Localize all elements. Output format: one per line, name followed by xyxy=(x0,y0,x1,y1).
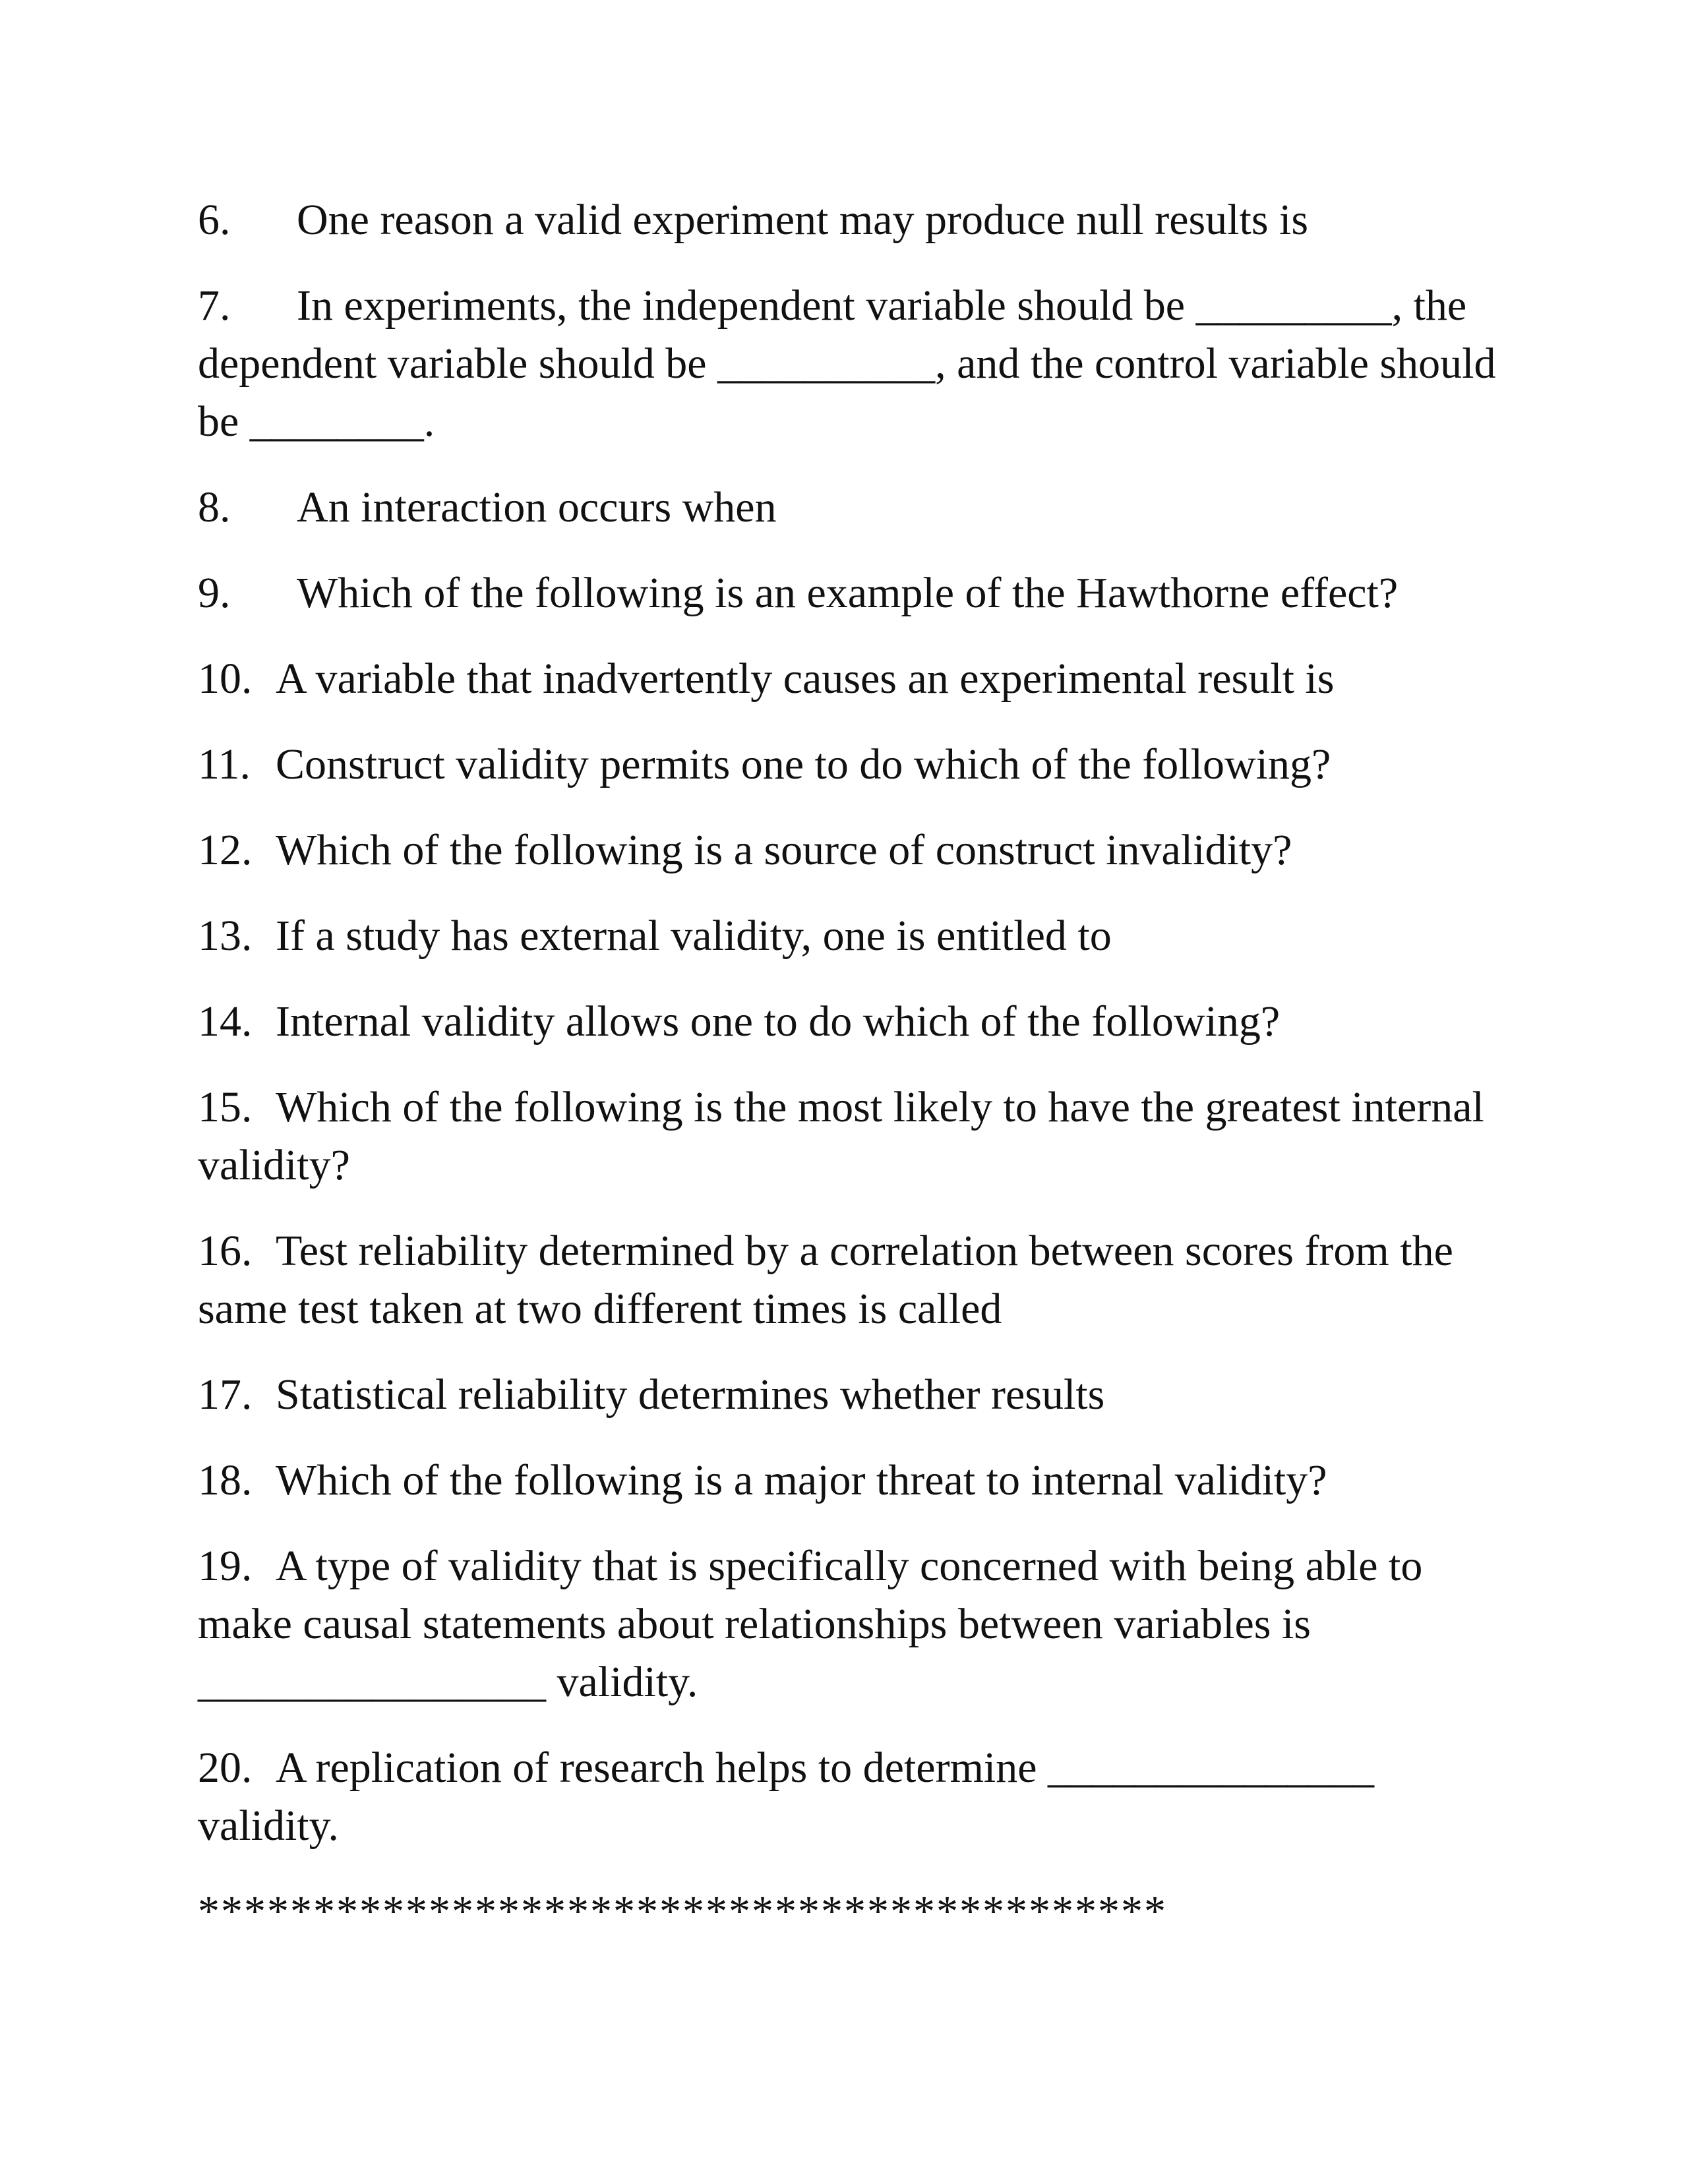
question-14 xyxy=(198,993,1517,1051)
question-text: A replication of research helps to determine _______________ validity. xyxy=(198,1744,1375,1850)
question-text: An interaction occurs when xyxy=(297,483,777,531)
question-number: 20. xyxy=(198,1744,253,1792)
question-text: A type of validity that is specifically concerned with being able to make causal statements about relationships between variables is ________________ validity. xyxy=(198,1542,1423,1706)
question-text: Which of the following is a source of construct invalidity? xyxy=(276,826,1292,874)
question-number: 13. xyxy=(198,912,253,960)
question-15 xyxy=(198,1078,1517,1195)
question-text: Which of the following is a major threat to internal validity? xyxy=(276,1456,1327,1504)
question-number: 9. xyxy=(198,569,231,617)
question-8 xyxy=(198,479,1517,537)
question-number: 7. xyxy=(198,281,231,330)
question-text: Internal validity allows one to do which of the following? xyxy=(276,997,1281,1046)
question-number: 15. xyxy=(198,1083,253,1131)
question-text: One reason a valid experiment may produce null results is xyxy=(297,196,1309,244)
question-number: 17. xyxy=(198,1371,253,1419)
question-20 xyxy=(198,1739,1517,1855)
question-text: In experiments, the independent variable should be _________, the dependent variable should be __________, and the control variable should be ________. xyxy=(198,281,1496,446)
question-text: Test reliability determined by a correlation between scores from the same test taken at two different times is called xyxy=(198,1227,1453,1333)
question-12 xyxy=(198,821,1517,879)
question-18 xyxy=(198,1452,1517,1510)
question-number: 18. xyxy=(198,1456,253,1504)
question-11 xyxy=(198,736,1517,794)
question-text: If a study has external validity, one is entitled to xyxy=(276,912,1112,960)
separator-line: ****************************************** xyxy=(198,1887,1167,1935)
question-6 xyxy=(198,191,1517,249)
question-19 xyxy=(198,1537,1517,1711)
question-text: Construct validity permits one to do which of the following? xyxy=(276,740,1331,788)
question-10 xyxy=(198,650,1517,708)
document-page xyxy=(198,191,1517,1941)
question-16 xyxy=(198,1222,1517,1338)
question-text: Statistical reliability determines whether results xyxy=(276,1371,1105,1419)
question-number: 10. xyxy=(198,655,253,703)
question-9 xyxy=(198,564,1517,622)
question-number: 8. xyxy=(198,483,231,531)
question-7 xyxy=(198,277,1517,451)
question-number: 16. xyxy=(198,1227,253,1275)
question-13 xyxy=(198,907,1517,965)
question-text: A variable that inadvertently causes an experimental result is xyxy=(276,655,1335,703)
question-17 xyxy=(198,1366,1517,1424)
question-number: 11. xyxy=(198,740,251,788)
question-number: 19. xyxy=(198,1542,253,1590)
question-number: 6. xyxy=(198,196,231,244)
question-text: Which of the following is the most likely to have the greatest internal validity? xyxy=(198,1083,1484,1189)
question-number: 12. xyxy=(198,826,253,874)
question-number: 14. xyxy=(198,997,253,1046)
question-text: Which of the following is an example of the Hawthorne effect? xyxy=(297,569,1399,617)
